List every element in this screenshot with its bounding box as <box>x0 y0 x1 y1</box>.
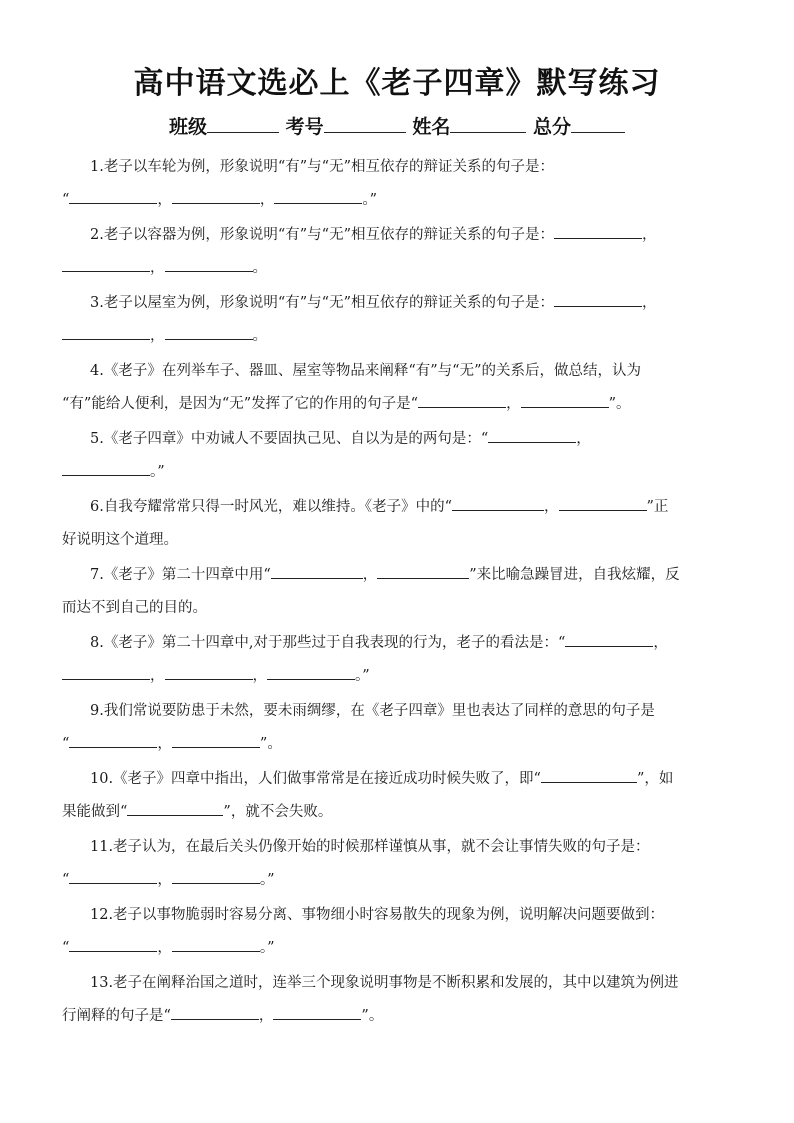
question-line: “ ， ”。 <box>62 728 734 761</box>
exam-number-blank[interactable] <box>324 114 406 133</box>
name-label: 姓名 <box>412 116 451 138</box>
question-line: “ ， ， 。” <box>62 184 734 217</box>
question-line: 7.《老子》第二十四章中用“ ， ”来比喻急躁冒进，自我炫耀，反 <box>62 559 734 592</box>
answer-blank[interactable] <box>172 733 260 748</box>
question-line: “ ， 。” <box>62 864 734 897</box>
class-label: 班级 <box>169 116 208 138</box>
question-6 <box>62 491 734 557</box>
answer-blank[interactable] <box>488 428 576 443</box>
question-line: 。” <box>62 456 734 489</box>
question-8 <box>62 627 734 693</box>
question-line: ， ， 。” <box>62 660 734 693</box>
answer-blank[interactable] <box>554 292 642 307</box>
answer-blank[interactable] <box>554 224 642 239</box>
question-line: ， 。 <box>62 320 734 353</box>
answer-blank[interactable] <box>62 325 150 340</box>
answer-blank[interactable] <box>69 189 157 204</box>
answer-blank[interactable] <box>62 461 150 476</box>
question-12 <box>62 899 734 965</box>
answer-blank[interactable] <box>521 393 609 408</box>
question-5 <box>62 423 734 489</box>
answer-blank[interactable] <box>69 733 157 748</box>
question-11 <box>62 831 734 897</box>
answer-blank[interactable] <box>127 801 223 816</box>
question-line: 3.老子以屋室为例，形象说明“有”与“无”相互依存的辩证关系的句子是： ， <box>62 287 734 320</box>
answer-blank[interactable] <box>165 325 253 340</box>
question-line: 13.老子在阐释治国之道时，连举三个现象说明事物是不断积累和发展的，其中以建筑为例进 <box>90 975 679 991</box>
question-line: “有”能给人便利，是因为“无”发挥了它的作用的句子是“ ， ”。 <box>62 388 734 421</box>
question-line: 行阐释的句子是“ ， ”。 <box>62 1000 734 1033</box>
question-13 <box>62 967 734 1033</box>
answer-blank[interactable] <box>559 496 647 511</box>
question-10 <box>62 763 734 829</box>
answer-blank[interactable] <box>565 632 653 647</box>
answer-blank[interactable] <box>69 869 157 884</box>
answer-blank[interactable] <box>172 189 260 204</box>
question-line: 10.《老子》四章中指出，人们做事常常是在接近成功时候失败了，即“ ”，如 <box>62 763 734 796</box>
question-line: 9.我们常说要防患于未然，要未雨绸缪，在《老子四章》里也表达了同样的意思的句子是 <box>90 703 655 719</box>
question-line: “ ， 。” <box>62 932 734 965</box>
answer-blank[interactable] <box>165 257 253 272</box>
answer-blank[interactable] <box>62 665 150 680</box>
question-1 <box>62 151 734 217</box>
answer-blank[interactable] <box>541 768 637 783</box>
question-7 <box>62 559 734 625</box>
question-line: 好说明这个道理。 <box>62 532 178 548</box>
score-label: 总分 <box>532 116 571 138</box>
question-4 <box>62 355 734 421</box>
question-line: 4.《老子》在列举车子、器皿、屋室等物品来阐释“有”与“无”的关系后，做总结，认为 <box>90 363 641 379</box>
answer-blank[interactable] <box>377 564 469 579</box>
answer-blank[interactable] <box>273 1005 361 1020</box>
class-blank[interactable] <box>207 114 279 133</box>
score-blank[interactable] <box>571 114 625 133</box>
answer-blank[interactable] <box>69 937 157 952</box>
answer-blank[interactable] <box>172 869 260 884</box>
question-line: ， 。 <box>62 252 734 285</box>
question-line: 而达不到自己的目的。 <box>62 600 207 616</box>
answer-blank[interactable] <box>418 393 506 408</box>
question-line: 8.《老子》第二十四章中,对于那些过于自我表现的行为，老子的看法是：“ ， <box>62 627 734 660</box>
answer-blank[interactable] <box>274 189 362 204</box>
answer-blank[interactable] <box>271 564 363 579</box>
question-2 <box>62 219 734 285</box>
answer-blank[interactable] <box>62 257 150 272</box>
answer-blank[interactable] <box>452 496 544 511</box>
question-3 <box>62 287 734 353</box>
answer-blank[interactable] <box>267 665 355 680</box>
student-info-row <box>0 112 794 139</box>
question-line: 1.老子以车轮为例，形象说明“有”与“无”相互依存的辩证关系的句子是： <box>90 159 554 175</box>
page-title: 高中语文选必上《老子四章》默写练习 <box>133 66 661 101</box>
name-blank[interactable] <box>450 114 526 133</box>
exam-number-label: 考号 <box>285 116 324 138</box>
answer-blank[interactable] <box>172 937 260 952</box>
question-line: 6.自我夸耀常常只得一时风光，难以维持。《老子》中的“ ， ”正 <box>62 491 734 524</box>
question-line: 11.老子认为，在最后关头仍像开始的时候那样谨慎从事，就不会让事情失败的句子是： <box>90 839 650 855</box>
question-line: 12.老子以事物脆弱时容易分离、事物细小时容易散失的现象为例，说明解决问题要做到： <box>90 907 665 923</box>
question-line: 2.老子以容器为例，形象说明“有”与“无”相互依存的辩证关系的句子是： ， <box>62 219 734 252</box>
question-line: 果能做到“ ”，就不会失败。 <box>62 796 734 829</box>
answer-blank[interactable] <box>171 1005 259 1020</box>
question-line: 5.《老子四章》中劝诫人不要固执己见、自以为是的两句是：“ ， <box>62 423 734 456</box>
answer-blank[interactable] <box>165 665 253 680</box>
question-9 <box>62 695 734 761</box>
